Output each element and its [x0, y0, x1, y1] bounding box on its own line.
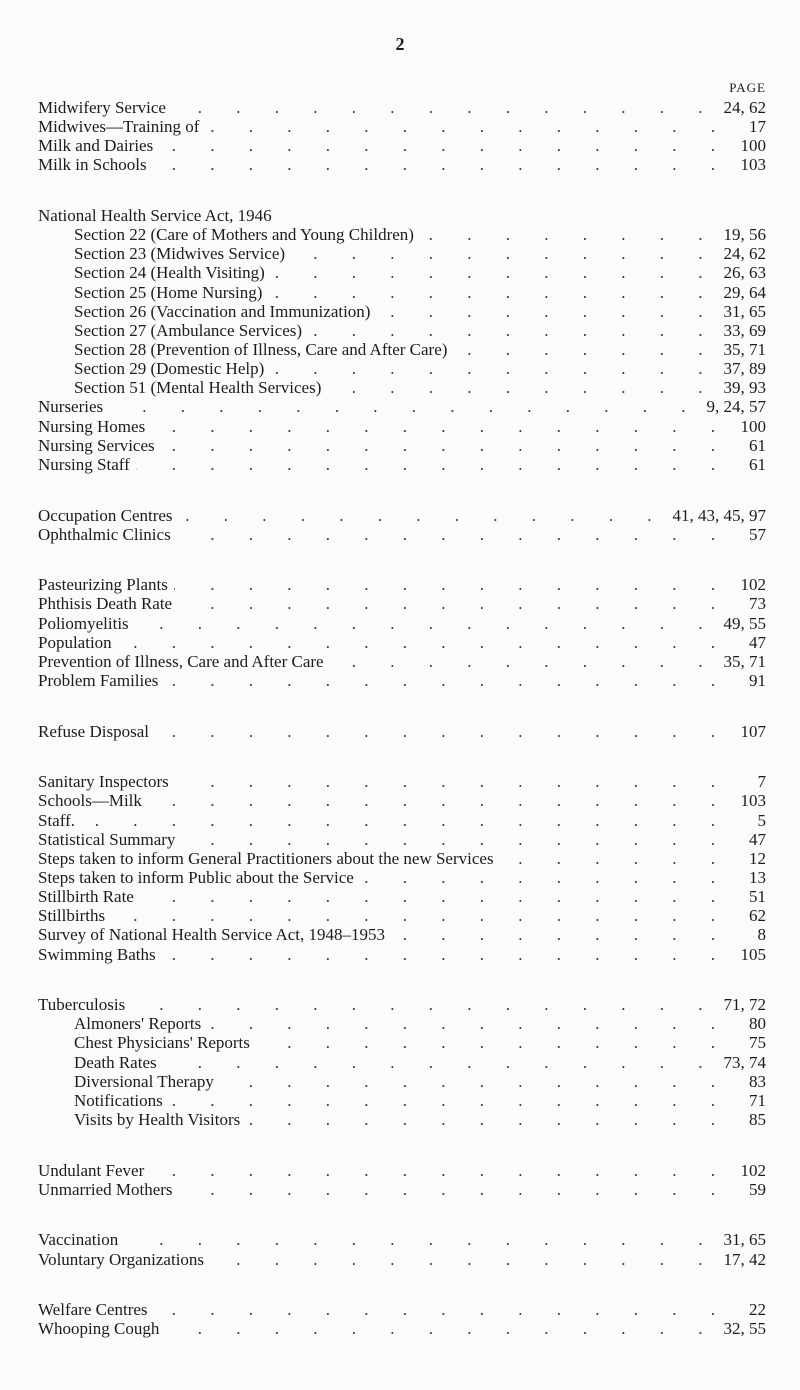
index-subentry [38, 1033, 766, 1052]
index-entry [38, 98, 766, 117]
index-group [38, 1300, 766, 1338]
entry-pages: 91 [749, 671, 766, 691]
index-group [38, 772, 766, 963]
entry-label: Section 24 (Health Visiting) [74, 263, 265, 283]
dot-leader [131, 995, 717, 1014]
index-entry [38, 995, 766, 1014]
index-entry [38, 906, 766, 925]
index-subentry [38, 1110, 766, 1129]
index-subentry [38, 1053, 766, 1072]
entry-pages: 47 [749, 829, 766, 849]
entry-pages: 32, 55 [723, 1319, 766, 1339]
entry-label: Nursing Homes [38, 416, 146, 436]
index-entry [38, 887, 766, 906]
index-subentry [38, 263, 766, 282]
dot-leader [500, 849, 730, 868]
entry-pages: 29, 64 [723, 282, 766, 302]
entry-label: Staff. [38, 810, 75, 830]
entry-label: National Health Service Act, 1946 [38, 206, 272, 226]
dot-leader [162, 945, 730, 964]
index-subentry [38, 244, 766, 263]
dot-leader [327, 378, 717, 397]
index-group [38, 506, 766, 544]
entry-pages: 9, 24, 57 [706, 397, 766, 417]
entry-pages: 24, 62 [723, 244, 766, 264]
dot-leader [165, 1319, 717, 1338]
entry-label: Section 25 (Home Nursing) [74, 282, 263, 302]
entry-label: Tuberculosis [38, 995, 126, 1015]
entry-pages: 5 [757, 810, 766, 830]
entry-label: Section 29 (Domestic Help) [74, 359, 265, 379]
index-entry [38, 945, 766, 964]
dot-leader [270, 359, 717, 378]
index-entry [38, 594, 766, 613]
index-entry [38, 830, 766, 849]
dot-leader [391, 925, 730, 944]
entry-pages: 71, 72 [723, 995, 766, 1015]
dot-leader [177, 525, 730, 544]
dot-leader [136, 455, 730, 474]
index-entry [38, 575, 766, 594]
entry-label: Steps taken to inform General Practitioners about the new Services [38, 848, 494, 868]
dot-leader [207, 1014, 730, 1033]
entry-pages: 47 [749, 632, 766, 652]
entry-pages: 26, 63 [723, 263, 766, 283]
dot-leader [163, 1053, 718, 1072]
dot-leader [109, 397, 700, 416]
index-subentry [38, 321, 766, 340]
entry-pages: 85 [749, 1110, 766, 1130]
entry-label: Nursing Staff [38, 454, 130, 474]
dot-leader [161, 436, 730, 455]
dot-leader [360, 868, 730, 887]
entry-label: Midwifery Service [38, 98, 166, 117]
index-entry [38, 925, 766, 944]
index-entry [38, 1300, 766, 1319]
entry-label: Almoners' Reports [74, 1014, 202, 1034]
entry-label: Survey of National Health Service Act, 1948–1953 [38, 925, 386, 945]
entry-label: Milk and Dairies [38, 136, 154, 156]
index-entry [38, 849, 766, 868]
entry-label: Milk in Schools [38, 155, 147, 175]
entry-pages: 83 [749, 1071, 766, 1091]
index-entry [38, 652, 766, 671]
entry-pages: 51 [749, 887, 766, 907]
index-subentry [38, 225, 766, 244]
entry-label: Stillbirth Rate [38, 887, 134, 907]
dot-leader [140, 887, 730, 906]
entry-pages: 33, 69 [723, 320, 766, 340]
dot-leader [268, 283, 717, 302]
dot-leader [308, 321, 717, 340]
entry-label: Ophthalmic Clinics [38, 524, 171, 544]
entry-pages: 59 [749, 1179, 766, 1199]
dot-leader [246, 1110, 730, 1129]
index-subentry [38, 340, 766, 359]
index-entry [38, 633, 766, 652]
entry-label: Midwives—Training of [38, 117, 200, 137]
index-entry [38, 1180, 766, 1199]
index-entry [38, 868, 766, 887]
entry-pages: 22 [749, 1300, 766, 1320]
dot-leader [164, 671, 730, 690]
entry-label: Diversional Therapy [74, 1071, 214, 1091]
entry-pages: 7 [757, 772, 766, 792]
entry-label: Section 51 (Mental Health Services) [74, 378, 322, 398]
entry-pages: 100 [740, 416, 766, 436]
entry-pages: 31, 65 [723, 1230, 766, 1250]
dot-leader [178, 594, 730, 613]
entry-pages: 105 [740, 944, 766, 964]
index-entry [38, 506, 766, 525]
dot-leader [155, 722, 730, 741]
dot-leader [175, 772, 730, 791]
entry-label: Phthisis Death Rate [38, 594, 173, 614]
entry-pages: 73 [749, 594, 766, 614]
entry-pages: 37, 89 [723, 359, 766, 379]
index-subentry [38, 1091, 766, 1110]
entry-pages: 41, 43, 45, 97 [672, 505, 766, 525]
dot-leader [148, 791, 730, 810]
entry-pages: 19, 56 [723, 225, 766, 245]
entry-label: Section 23 (Midwives Service) [74, 244, 286, 264]
entry-label: Steps taken to inform Public about the Service [38, 868, 354, 887]
index-subentry [38, 378, 766, 397]
dot-leader [150, 1161, 730, 1180]
entry-pages: 61 [749, 454, 766, 474]
dot-leader [124, 1230, 717, 1249]
dot-leader [181, 830, 730, 849]
entry-pages: 13 [749, 868, 766, 887]
dot-leader [153, 155, 730, 174]
entry-label: Chest Physicians' Reports [74, 1033, 250, 1053]
dot-leader [118, 633, 730, 652]
dot-leader [256, 1033, 730, 1052]
index-entry [38, 722, 766, 741]
index-subentry [38, 1072, 766, 1091]
entry-label: Problem Families [38, 671, 159, 691]
dot-leader [376, 302, 717, 321]
entry-label: Section 28 (Prevention of Illness, Care and After Care) [74, 340, 448, 360]
entry-label: Refuse Disposal [38, 721, 149, 741]
entry-label: Schools—Milk [38, 791, 142, 811]
entry-label: Statistical Summary [38, 829, 176, 849]
entry-pages: 102 [740, 575, 766, 595]
entry-label: Unmarried Mothers [38, 1179, 173, 1199]
entry-pages: 62 [749, 906, 766, 926]
entry-pages: 35, 71 [723, 340, 766, 360]
entry-pages: 39, 93 [723, 378, 766, 398]
entry-pages: 17 [749, 117, 766, 137]
index-entry [38, 136, 766, 155]
index-group [38, 575, 766, 690]
entry-label: Death Rates [74, 1052, 157, 1072]
dot-leader [179, 506, 667, 525]
index-subentry [38, 302, 766, 321]
index-entry [38, 206, 766, 225]
index-entry [38, 614, 766, 633]
entry-label: Whooping Cough [38, 1319, 160, 1339]
dot-leader [154, 1300, 730, 1319]
index-entry [38, 455, 766, 474]
index-entry [38, 1319, 766, 1338]
entry-label: Visits by Health Visitors [74, 1110, 241, 1130]
dot-leader [135, 614, 718, 633]
dot-leader [111, 906, 730, 925]
index-group [38, 1230, 766, 1268]
entry-pages: 24, 62 [723, 98, 766, 117]
entry-pages: 8 [757, 925, 766, 945]
index-group [38, 995, 766, 1129]
page-number: 2 [395, 34, 405, 54]
index-entry [38, 791, 766, 810]
index-entry [38, 811, 766, 830]
entry-pages: 80 [749, 1014, 766, 1034]
index-entry [38, 417, 766, 436]
dot-leader [179, 1180, 730, 1199]
entry-label: Population [38, 632, 112, 652]
entry-label: Notifications [74, 1090, 163, 1110]
index-entry [38, 1230, 766, 1249]
dot-leader [172, 98, 718, 117]
entry-label: Swimming Baths [38, 944, 156, 964]
index-group [38, 98, 766, 175]
index-group [38, 206, 766, 474]
entry-pages: 73, 74 [723, 1052, 766, 1072]
entry-pages: 12 [749, 848, 766, 868]
entry-label: Nurseries [38, 397, 104, 417]
dot-leader [210, 1250, 717, 1269]
index-subentry [38, 1014, 766, 1033]
entry-pages: 102 [740, 1160, 766, 1180]
entry-label: Welfare Centres [38, 1300, 148, 1320]
index-group [38, 722, 766, 741]
dot-leader [205, 117, 730, 136]
index-entry [38, 155, 766, 174]
entry-pages: 35, 71 [723, 651, 766, 671]
page-column-header: PAGE [729, 80, 766, 95]
dot-leader [330, 652, 718, 671]
entry-label: Section 22 (Care of Mothers and Young Children) [74, 225, 414, 245]
index-entry [38, 525, 766, 544]
index-list [38, 98, 766, 1370]
index-subentry [38, 283, 766, 302]
entry-label: Stillbirths [38, 906, 106, 926]
index-entry [38, 117, 766, 136]
entry-pages: 103 [740, 155, 766, 175]
entry-label: Nursing Services [38, 435, 155, 455]
dot-leader [169, 1091, 730, 1110]
dot-leader [151, 417, 730, 436]
index-entry [38, 772, 766, 791]
index-entry [38, 436, 766, 455]
entry-pages: 100 [740, 136, 766, 156]
entry-label: Pasteurizing Plants [38, 575, 168, 595]
entry-label: Occupation Centres [38, 505, 173, 525]
entry-pages: 75 [749, 1033, 766, 1053]
index-entry [38, 397, 766, 416]
entry-label: Prevention of Illness, Care and After Care [38, 651, 324, 671]
index-subentry [38, 359, 766, 378]
entry-pages: 17, 42 [723, 1249, 766, 1269]
entry-pages: 57 [749, 524, 766, 544]
entry-pages: 103 [740, 791, 766, 811]
dot-leader [453, 340, 717, 359]
dot-leader [220, 1072, 730, 1091]
index-group [38, 1161, 766, 1199]
dot-leader [81, 811, 730, 830]
index-entry [38, 1250, 766, 1269]
entry-label: Voluntary Organizations [38, 1249, 205, 1269]
entry-label: Section 27 (Ambulance Services) [74, 320, 303, 340]
entry-pages: 71 [749, 1090, 766, 1110]
index-entry [38, 671, 766, 690]
entry-label: Poliomyelitis [38, 613, 129, 633]
dot-leader [420, 225, 718, 244]
dot-leader [291, 244, 717, 263]
entry-pages: 31, 65 [723, 301, 766, 321]
dot-leader [159, 136, 730, 155]
entry-pages: 107 [740, 721, 766, 741]
entry-label: Section 26 (Vaccination and Immunization) [74, 301, 371, 321]
entry-pages: 61 [749, 435, 766, 455]
entry-pages: 49, 55 [723, 613, 766, 633]
entry-label: Undulant Fever [38, 1160, 145, 1180]
entry-label: Vaccination [38, 1230, 119, 1250]
dot-leader [271, 263, 718, 282]
dot-leader [174, 575, 730, 594]
index-entry [38, 1161, 766, 1180]
entry-label: Sanitary Inspectors [38, 772, 169, 792]
